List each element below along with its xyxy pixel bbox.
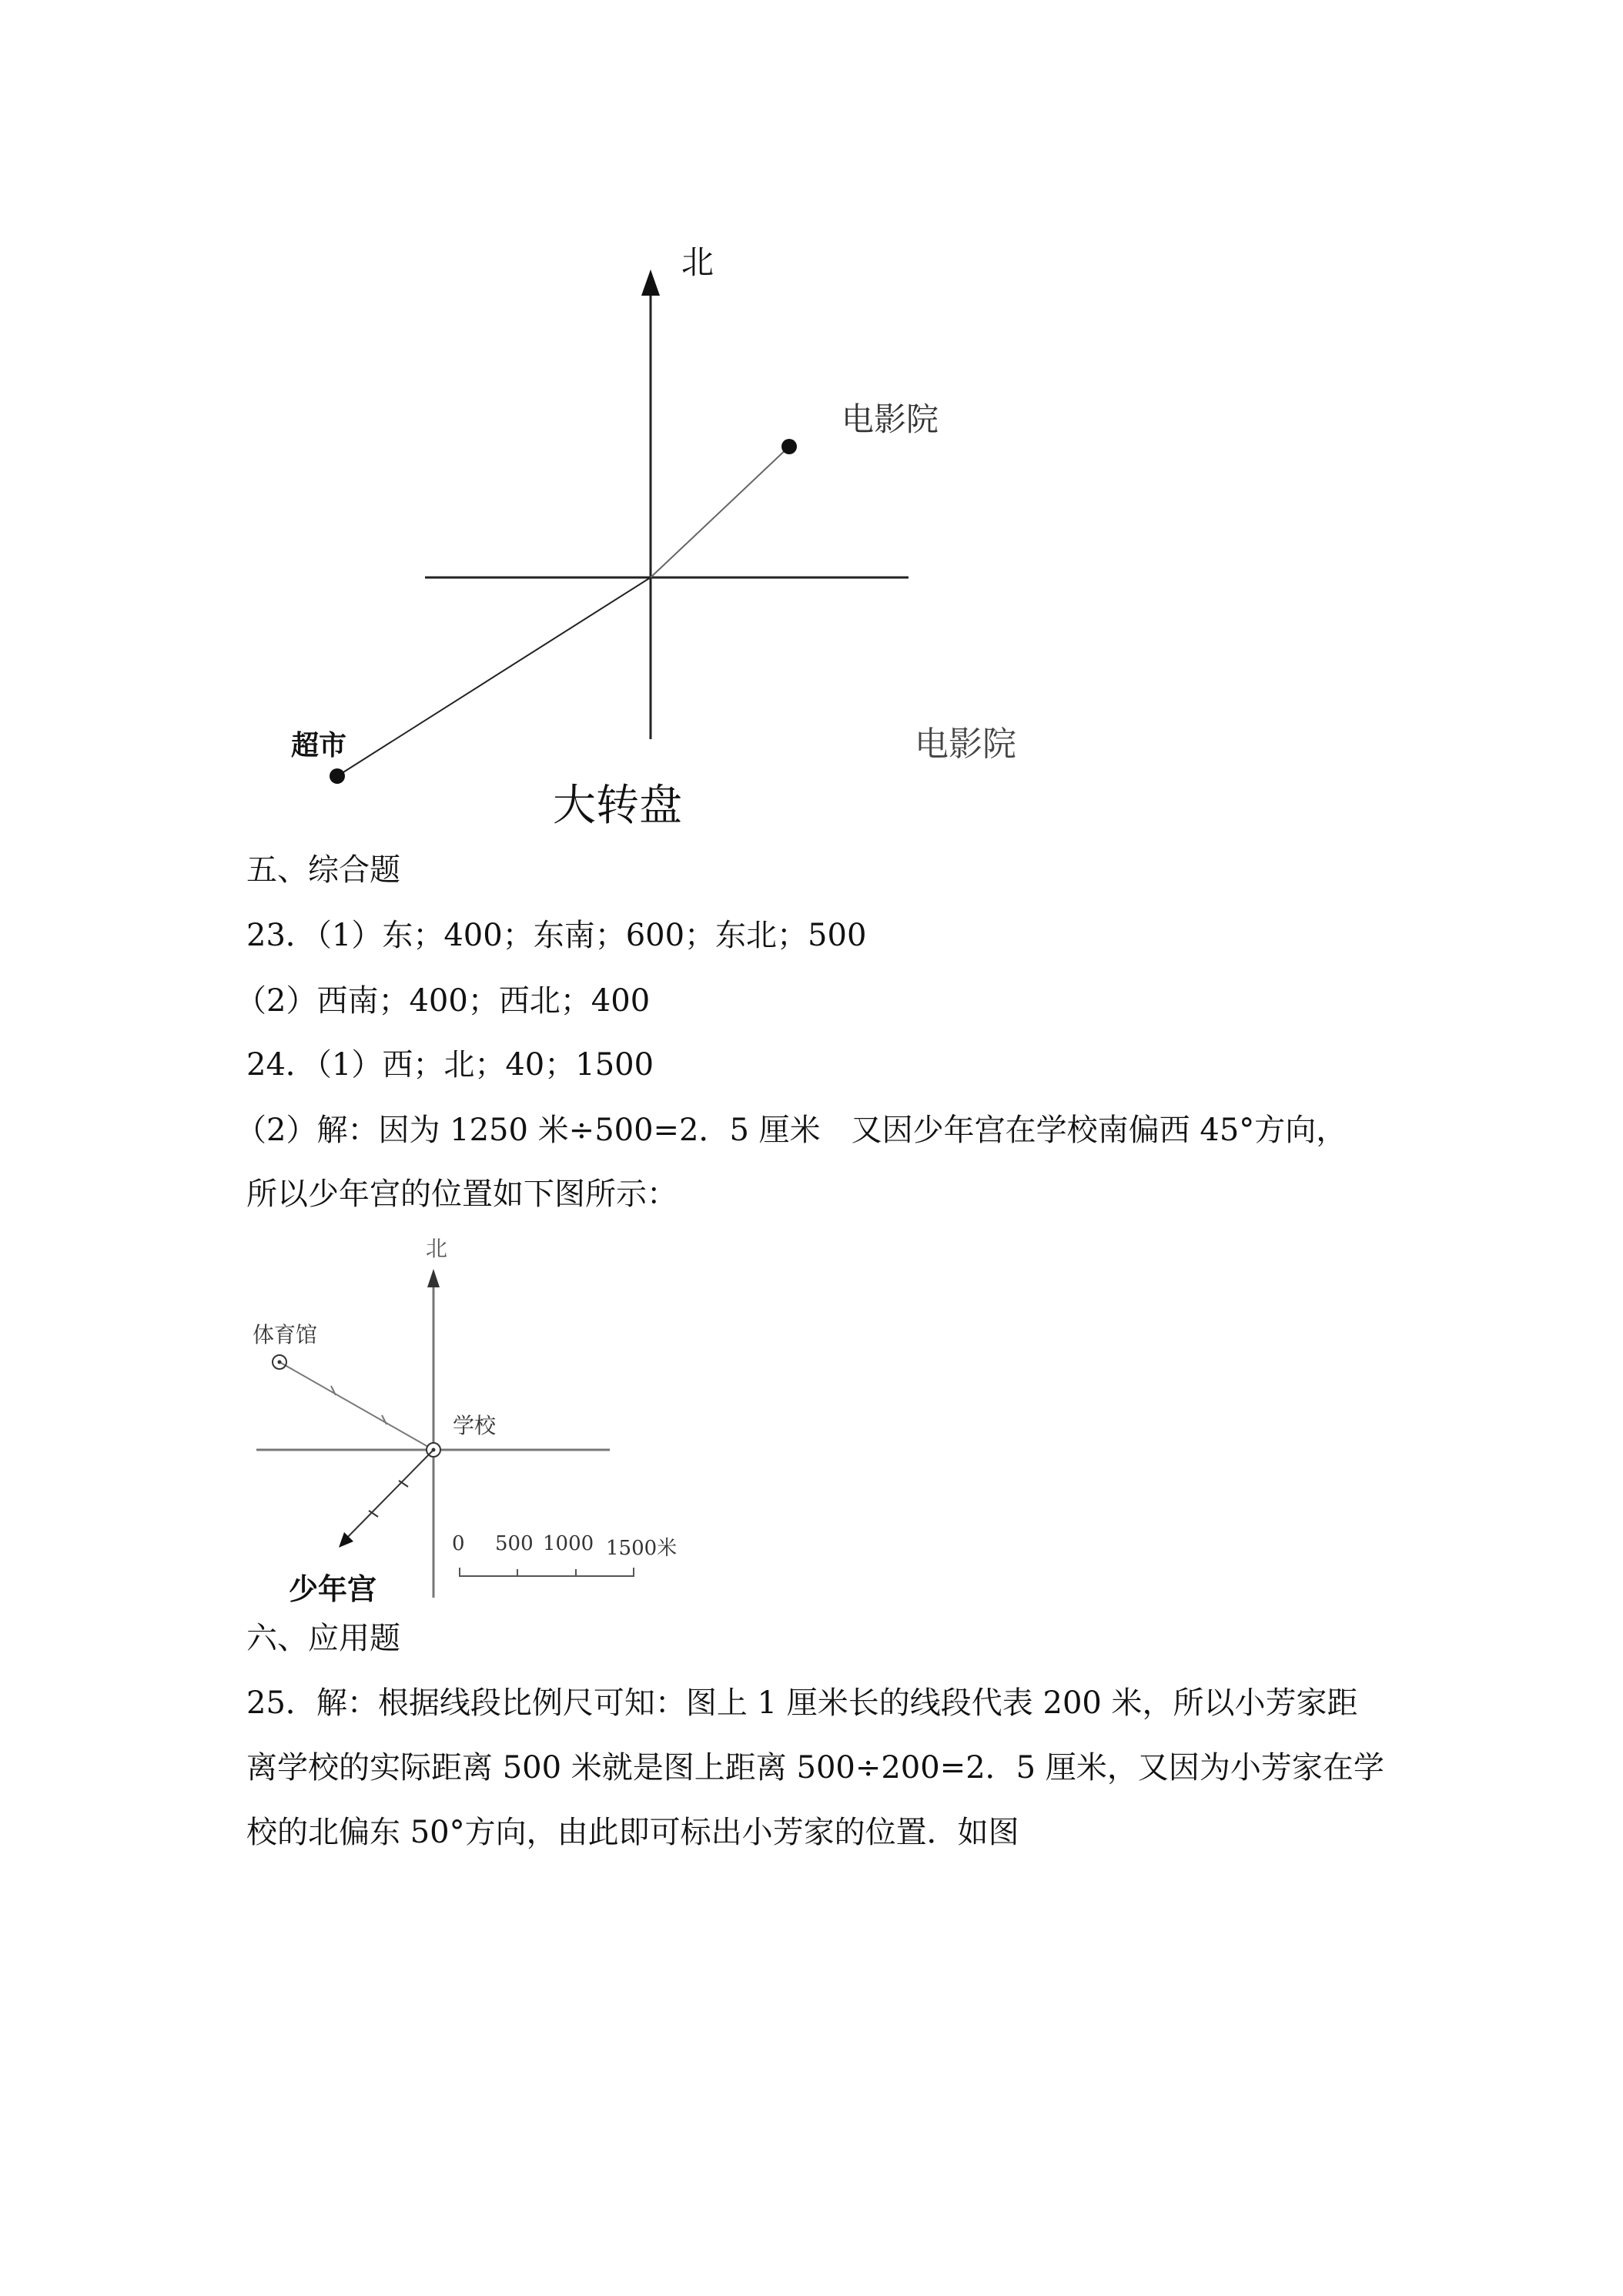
gym-point-center bbox=[278, 1361, 282, 1364]
question-25-line-3: 校的北偏东 50°方向，由此即可标出小芳家的位置．如图 bbox=[246, 1815, 1019, 1850]
scale-label-1500: 1500米 bbox=[606, 1537, 678, 1560]
question-25-line-1: 25．解：根据线段比例尺可知：图上 1 厘米长的线段代表 200 米，所以小芳家距 bbox=[246, 1685, 1358, 1721]
school-north-label: 北 bbox=[426, 1236, 448, 1261]
cinema-label: 电影院 bbox=[842, 400, 939, 438]
scale-label-1000: 1000 bbox=[543, 1532, 594, 1555]
question-24-part-1: 24．（1）西；北；40；1500 bbox=[246, 1047, 654, 1083]
section-heading-application: 六、应用题 bbox=[246, 1621, 400, 1656]
scale-label-0: 0 bbox=[452, 1532, 465, 1555]
school-north-arrow-icon bbox=[427, 1269, 440, 1287]
scale-label-500: 500 bbox=[495, 1532, 534, 1555]
youth-palace-line bbox=[345, 1450, 433, 1540]
school-label: 学校 bbox=[453, 1413, 497, 1438]
question-24-part-2-line-2: 所以少年宫的位置如下图所示： bbox=[246, 1176, 678, 1212]
gym-line bbox=[279, 1362, 433, 1450]
north-label: 北 bbox=[681, 243, 714, 281]
gym-tick-2 bbox=[382, 1415, 387, 1424]
youth-palace-label: 少年宫 bbox=[289, 1571, 377, 1606]
question-24-part-2-line-1: （2）解：因为 1250 米÷500=2．5 厘米 又因少年宫在学校南偏西 45°方向， bbox=[236, 1113, 1347, 1148]
question-23-part-1: 23．（1）东；400；东南；600；东北；500 bbox=[246, 918, 867, 953]
cinema-label-duplicate: 电影院 bbox=[915, 725, 1016, 764]
gym-label: 体育馆 bbox=[253, 1322, 318, 1347]
gym-tick-1 bbox=[331, 1386, 336, 1395]
roundabout-label: 大转盘 bbox=[553, 781, 682, 831]
supermarket-label: 超市 bbox=[291, 730, 347, 761]
section-heading-comprehensive: 五、综合题 bbox=[246, 852, 400, 888]
question-25-line-2: 离学校的实际距离 500 米就是图上距离 500÷200=2．5 厘米，又因为小芳家在学 bbox=[246, 1750, 1384, 1786]
question-23-part-2: （2）西南；400；西北；400 bbox=[236, 983, 651, 1019]
